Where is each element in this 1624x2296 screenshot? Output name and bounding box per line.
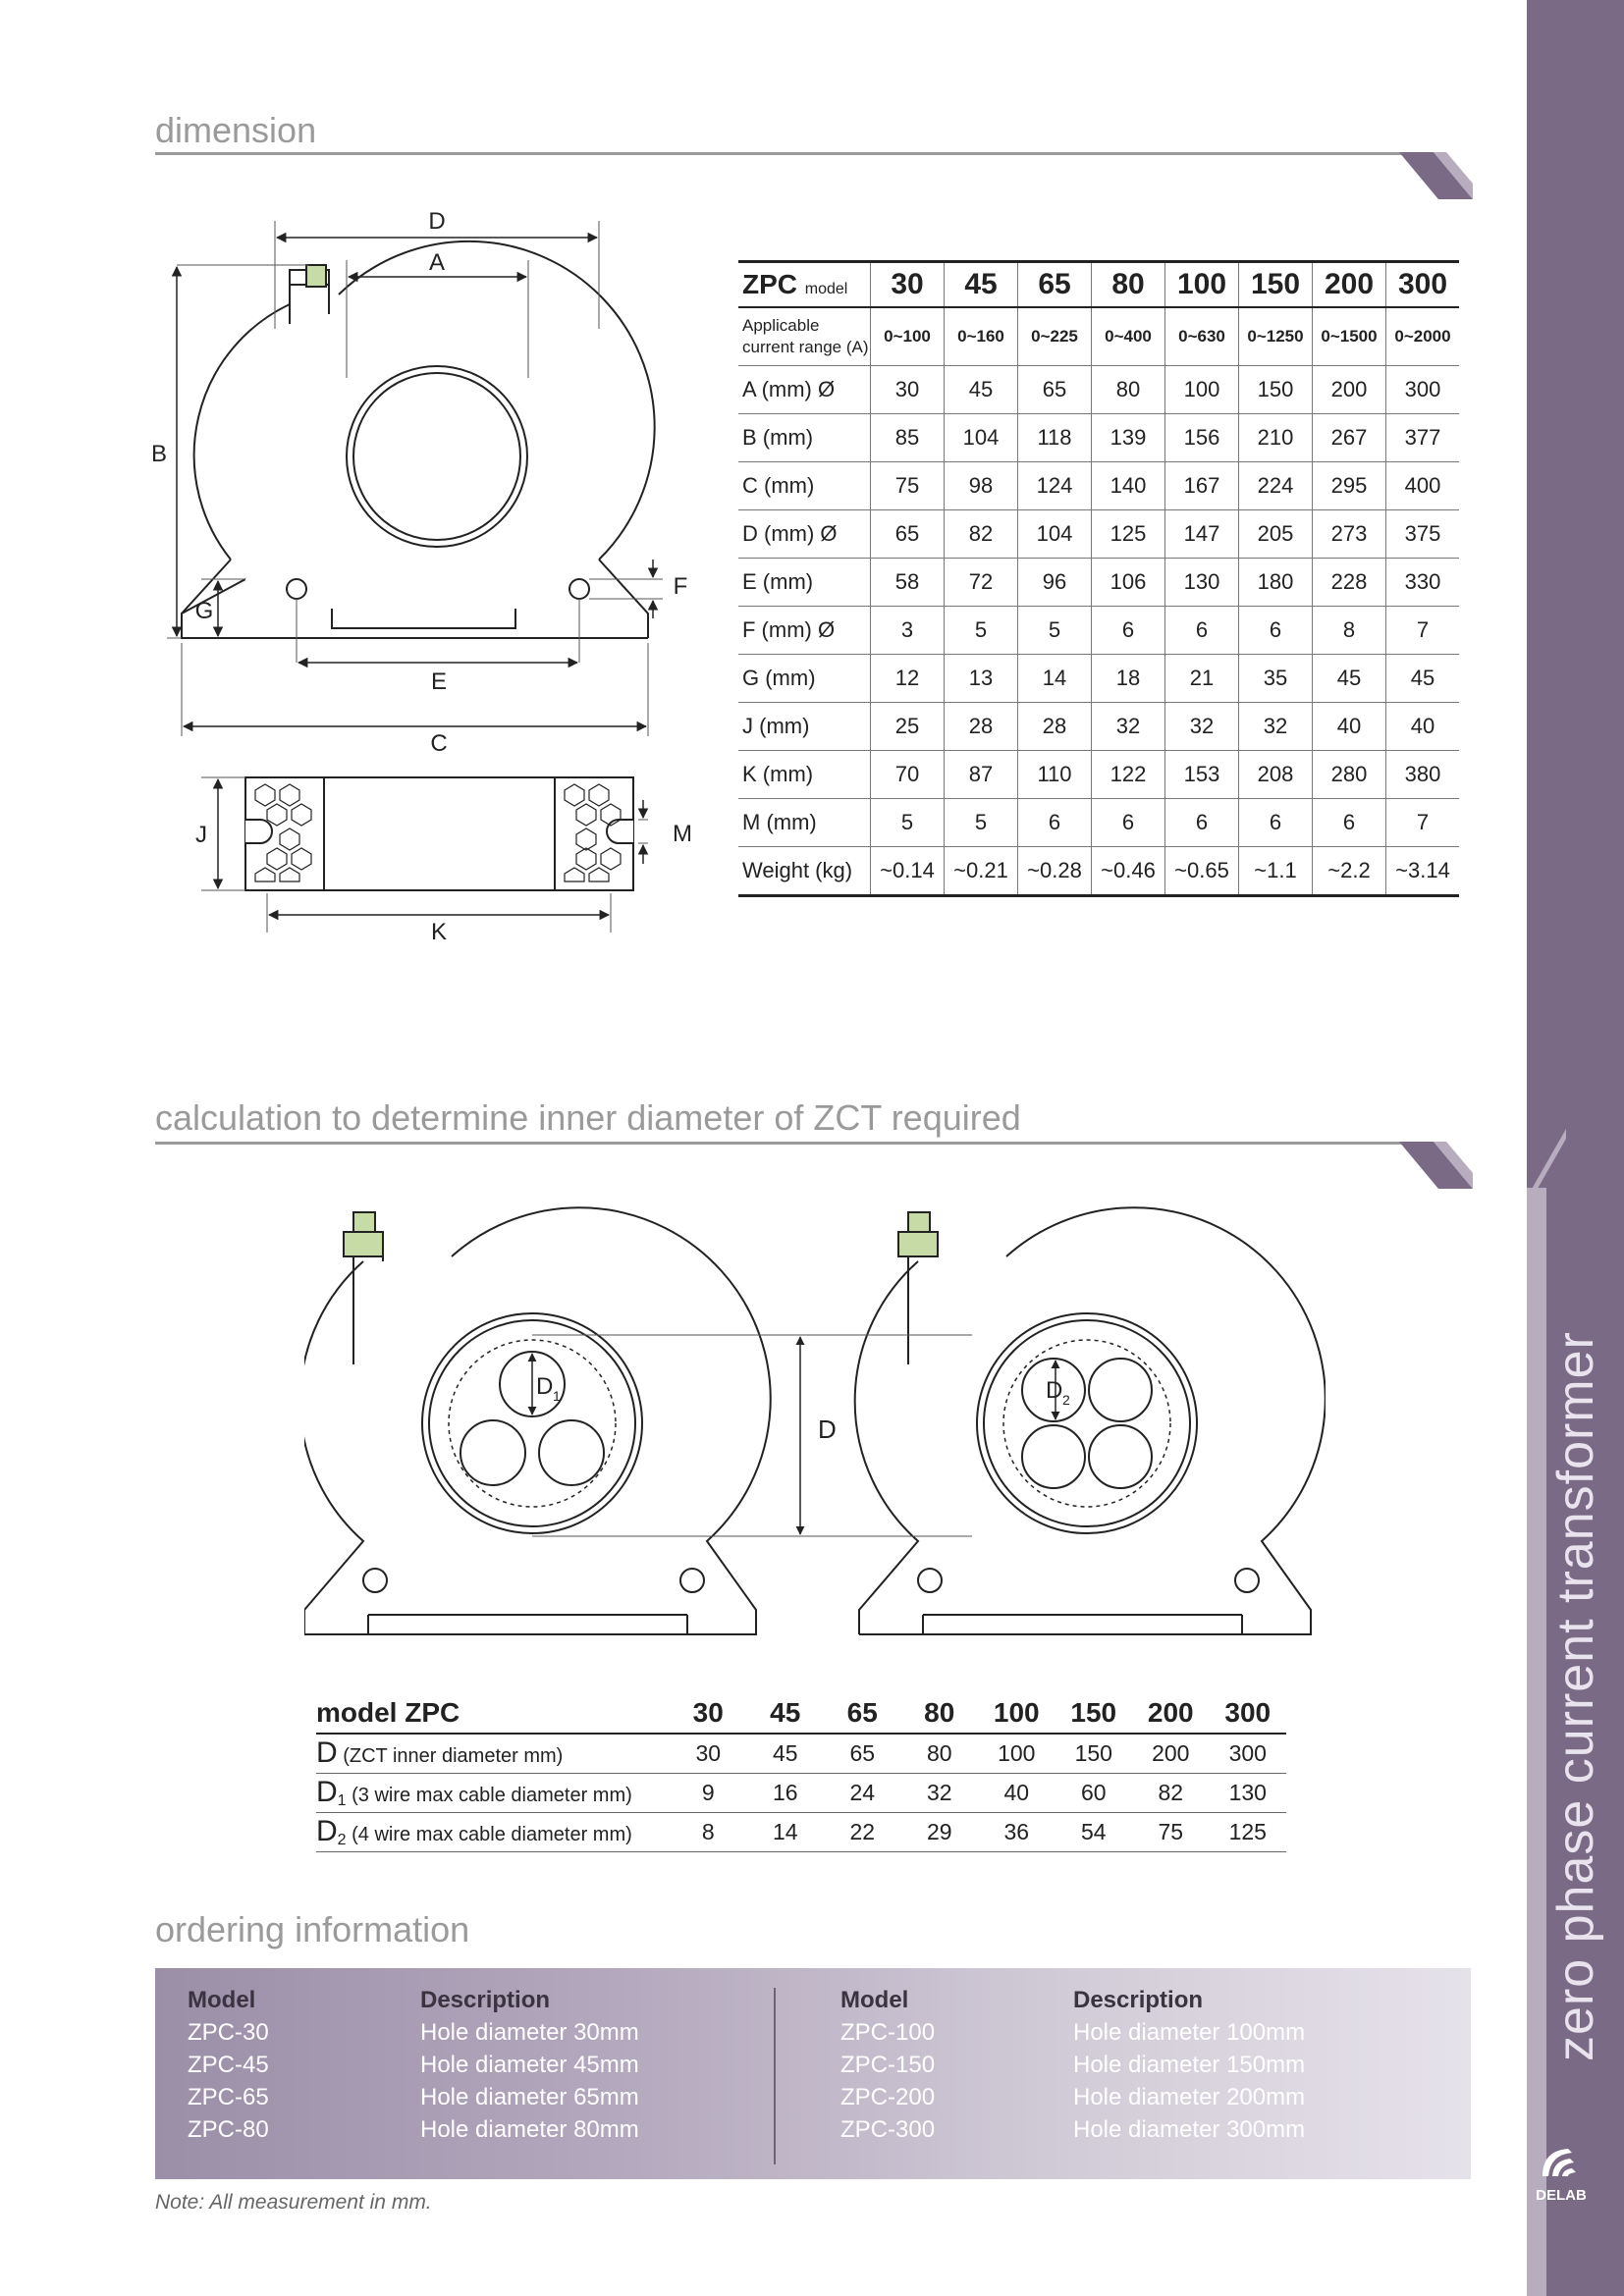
- table-cell: 267: [1313, 414, 1386, 462]
- table-cell: 273: [1313, 510, 1386, 559]
- table-cell: 30: [871, 366, 945, 414]
- table-cell: 22: [824, 1813, 901, 1852]
- terminal-block: [306, 265, 326, 287]
- dimension-drawing: [147, 206, 727, 952]
- ordering-description-header: Description: [420, 1987, 551, 2013]
- table-cell: 32: [1165, 703, 1239, 751]
- table-header-row: [738, 262, 1459, 308]
- table-cell: 280: [1313, 751, 1386, 799]
- table-cell: 140: [1092, 462, 1165, 510]
- vertical-title: zero phase current transformer: [1547, 1331, 1604, 2061]
- section-title-calculation: calculation to determine inner diameter of ZCT required: [155, 1097, 1021, 1138]
- dim-label-e: E: [430, 668, 448, 695]
- section-rule: [155, 1142, 1422, 1145]
- table-cell: 0~2000: [1386, 307, 1460, 366]
- table-row: [738, 751, 1459, 799]
- ordering-panel: [155, 1968, 1471, 2179]
- table-cell: 224: [1239, 462, 1313, 510]
- section-rule: [155, 152, 1422, 155]
- table-cell: 180: [1239, 559, 1313, 607]
- model-header-label: ZPC: [742, 269, 797, 299]
- model-header: 80: [1092, 262, 1165, 308]
- dimension-table: [738, 260, 1459, 897]
- table-cell: 300: [1210, 1734, 1287, 1774]
- row-symbol: D: [316, 1815, 338, 1847]
- calc-header-label: model ZPC: [316, 1693, 670, 1734]
- row-label: B (mm): [738, 414, 871, 462]
- table-cell: 13: [945, 655, 1018, 703]
- ordering-description: Hole diameter 100mm: [1073, 2019, 1306, 2046]
- model-header: 45: [747, 1693, 825, 1734]
- table-cell: 167: [1165, 462, 1239, 510]
- ordering-divider: [774, 1988, 776, 2164]
- table-row: [738, 847, 1459, 896]
- table-cell: 139: [1092, 414, 1165, 462]
- table-cell: 6: [1239, 799, 1313, 847]
- model-header: 45: [945, 262, 1018, 308]
- table-cell: 6: [1165, 799, 1239, 847]
- table-cell: 87: [945, 751, 1018, 799]
- row-symbol-subscript: 1: [337, 1792, 347, 1809]
- table-cell: 208: [1239, 751, 1313, 799]
- table-cell: 124: [1018, 462, 1092, 510]
- table-row: [316, 1774, 1286, 1813]
- ordering-description: Hole diameter 300mm: [1073, 2116, 1306, 2143]
- table-cell: 28: [945, 703, 1018, 751]
- table-cell: 0~630: [1165, 307, 1239, 366]
- ordering-description: Hole diameter 65mm: [420, 2084, 639, 2110]
- table-row: [738, 414, 1459, 462]
- table-row: [738, 799, 1459, 847]
- table-cell: 65: [824, 1734, 901, 1774]
- table-cell: 9: [670, 1774, 747, 1813]
- table-cell: 6: [1313, 799, 1386, 847]
- table-cell: 60: [1056, 1774, 1133, 1813]
- model-header: 65: [824, 1693, 901, 1734]
- table-cell: ~0.14: [871, 847, 945, 896]
- dim-label-k: K: [430, 919, 448, 945]
- row-description: (3 wire max cable diameter mm): [346, 1785, 632, 1806]
- logo-icon: [1539, 2145, 1584, 2180]
- table-cell: 380: [1386, 751, 1460, 799]
- table-cell: 6: [1018, 799, 1092, 847]
- ordering-model: ZPC-45: [188, 2052, 269, 2078]
- table-cell: 25: [871, 703, 945, 751]
- dim-label-d: D: [428, 208, 446, 235]
- table-cell: 40: [1386, 703, 1460, 751]
- table-cell: ~3.14: [1386, 847, 1460, 896]
- dim-label-g: G: [194, 598, 214, 624]
- table-cell: 205: [1239, 510, 1313, 559]
- terminal-block: [908, 1212, 930, 1234]
- table-row: [316, 1734, 1286, 1774]
- table-row: [738, 307, 1459, 366]
- table-cell: 130: [1165, 559, 1239, 607]
- table-cell: 6: [1165, 607, 1239, 655]
- table-cell: 0~100: [871, 307, 945, 366]
- terminal-block: [353, 1212, 375, 1234]
- ordering-description: Hole diameter 150mm: [1073, 2052, 1306, 2078]
- table-cell: ~0.46: [1092, 847, 1165, 896]
- table-cell: 118: [1018, 414, 1092, 462]
- table-cell: 200: [1313, 366, 1386, 414]
- table-cell: 150: [1239, 366, 1313, 414]
- table-cell: 5: [871, 799, 945, 847]
- dim-label-a: A: [428, 249, 446, 276]
- ordering-right-descriptions: [1073, 1984, 1305, 2146]
- table-cell: 75: [871, 462, 945, 510]
- table-cell: 100: [1165, 366, 1239, 414]
- table-cell: 210: [1239, 414, 1313, 462]
- row-label: [316, 1774, 670, 1813]
- dim-label-c: C: [430, 730, 448, 757]
- ordering-description-header: Description: [1073, 1987, 1204, 2013]
- row-label: F (mm) Ø: [738, 607, 871, 655]
- model-header: 65: [1018, 262, 1092, 308]
- table-cell: 24: [824, 1774, 901, 1813]
- ordering-description: Hole diameter 80mm: [420, 2116, 639, 2143]
- table-cell: 5: [945, 799, 1018, 847]
- table-cell: 130: [1210, 1774, 1287, 1813]
- ordering-model: ZPC-150: [840, 2052, 936, 2078]
- table-cell: 85: [871, 414, 945, 462]
- table-cell: 0~1500: [1313, 307, 1386, 366]
- model-header: 100: [1165, 262, 1239, 308]
- row-description: (4 wire max cable diameter mm): [346, 1824, 632, 1845]
- table-cell: 32: [1239, 703, 1313, 751]
- table-cell: 40: [978, 1774, 1056, 1813]
- table-cell: 45: [1313, 655, 1386, 703]
- ordering-left-descriptions: [420, 1984, 639, 2146]
- table-cell: 75: [1132, 1813, 1210, 1852]
- table-cell: 200: [1132, 1734, 1210, 1774]
- ordering-description: Hole diameter 200mm: [1073, 2084, 1306, 2110]
- model-header: 150: [1056, 1693, 1133, 1734]
- model-header-cell: [738, 262, 871, 308]
- section-rule-tab: [1399, 152, 1473, 201]
- section-rule-tab: [1399, 1142, 1473, 1191]
- table-cell: 12: [871, 655, 945, 703]
- model-header: 200: [1313, 262, 1386, 308]
- table-cell: 5: [945, 607, 1018, 655]
- dim-label-b: B: [150, 441, 168, 467]
- delab-logo: [1530, 2145, 1593, 2204]
- calculation-table: [316, 1693, 1286, 1852]
- row-label: A (mm) Ø: [738, 366, 871, 414]
- table-row: [738, 462, 1459, 510]
- table-row: [738, 655, 1459, 703]
- section-title-dimension: dimension: [155, 110, 317, 150]
- table-row: [738, 559, 1459, 607]
- calculation-table-body: [316, 1734, 1286, 1852]
- table-cell: 0~225: [1018, 307, 1092, 366]
- table-cell: 6: [1092, 607, 1165, 655]
- table-cell: 150: [1056, 1734, 1133, 1774]
- table-cell: 65: [1018, 366, 1092, 414]
- model-header-suffix: model: [804, 281, 848, 297]
- table-cell: 110: [1018, 751, 1092, 799]
- table-cell: ~0.28: [1018, 847, 1092, 896]
- model-header: 100: [978, 1693, 1056, 1734]
- ordering-right-models: [840, 1984, 935, 2146]
- table-cell: 80: [1092, 366, 1165, 414]
- table-cell: 8: [1313, 607, 1386, 655]
- row-label: K (mm): [738, 751, 871, 799]
- table-cell: 377: [1386, 414, 1460, 462]
- table-cell: 21: [1165, 655, 1239, 703]
- model-header: 30: [871, 262, 945, 308]
- table-row: [738, 366, 1459, 414]
- ordering-model: ZPC-100: [840, 2019, 936, 2046]
- row-label: E (mm): [738, 559, 871, 607]
- table-cell: ~1.1: [1239, 847, 1313, 896]
- ordering-model: ZPC-80: [188, 2116, 269, 2143]
- ordering-model: ZPC-30: [188, 2019, 269, 2046]
- table-cell: 7: [1386, 799, 1460, 847]
- ordering-description: Hole diameter 45mm: [420, 2052, 639, 2078]
- row-label: G (mm): [738, 655, 871, 703]
- table-cell: 100: [978, 1734, 1056, 1774]
- table-cell: 156: [1165, 414, 1239, 462]
- calc-label-d1: D: [536, 1373, 554, 1400]
- table-cell: 0~1250: [1239, 307, 1313, 366]
- table-cell: 8: [670, 1813, 747, 1852]
- table-cell: 35: [1239, 655, 1313, 703]
- model-header: 30: [670, 1693, 747, 1734]
- model-header: 300: [1386, 262, 1460, 308]
- table-cell: 125: [1092, 510, 1165, 559]
- dimension-table-body: [738, 307, 1459, 896]
- row-label: J (mm): [738, 703, 871, 751]
- table-cell: 106: [1092, 559, 1165, 607]
- table-cell: 153: [1165, 751, 1239, 799]
- row-symbol: D: [316, 1776, 338, 1808]
- table-cell: 18: [1092, 655, 1165, 703]
- table-cell: 125: [1210, 1813, 1287, 1852]
- table-cell: 400: [1386, 462, 1460, 510]
- table-cell: 295: [1313, 462, 1386, 510]
- table-cell: 16: [747, 1774, 825, 1813]
- model-header: 200: [1132, 1693, 1210, 1734]
- table-cell: 65: [871, 510, 945, 559]
- table-cell: 45: [747, 1734, 825, 1774]
- calc-label-d2-sub: 2: [1062, 1392, 1070, 1408]
- ordering-model: ZPC-300: [840, 2116, 936, 2143]
- table-cell: 98: [945, 462, 1018, 510]
- ordering-description: Hole diameter 30mm: [420, 2019, 639, 2046]
- ordering-model: ZPC-65: [188, 2084, 269, 2110]
- table-cell: 58: [871, 559, 945, 607]
- table-cell: 54: [1056, 1813, 1133, 1852]
- table-cell: 30: [670, 1734, 747, 1774]
- table-cell: 0~400: [1092, 307, 1165, 366]
- calculation-drawing: [304, 1202, 1326, 1644]
- logo-text: DELAB: [1536, 2187, 1587, 2204]
- table-row: [738, 607, 1459, 655]
- table-cell: 14: [747, 1813, 825, 1852]
- ordering-model-header: Model: [840, 1987, 909, 2013]
- table-cell: 28: [1018, 703, 1092, 751]
- table-cell: 0~160: [945, 307, 1018, 366]
- table-cell: 45: [945, 366, 1018, 414]
- row-symbol: D: [316, 1736, 338, 1769]
- row-label: C (mm): [738, 462, 871, 510]
- table-row: [738, 703, 1459, 751]
- measurement-note: Note: All measurement in mm.: [155, 2191, 432, 2214]
- model-header: 80: [901, 1693, 979, 1734]
- table-cell: 300: [1386, 366, 1460, 414]
- section-title-ordering: ordering information: [155, 1909, 470, 1949]
- row-label: D (mm) Ø: [738, 510, 871, 559]
- row-label: Applicable current range (A): [738, 307, 871, 366]
- row-label: Weight (kg): [738, 847, 871, 896]
- table-cell: 104: [945, 414, 1018, 462]
- row-label: M (mm): [738, 799, 871, 847]
- model-header: 150: [1239, 262, 1313, 308]
- row-label: [316, 1813, 670, 1852]
- calc-label-d2: D: [1046, 1377, 1063, 1404]
- table-cell: 36: [978, 1813, 1056, 1852]
- table-row: [738, 510, 1459, 559]
- table-cell: 32: [901, 1774, 979, 1813]
- table-cell: 82: [945, 510, 1018, 559]
- calc-label-d1-sub: 1: [553, 1388, 561, 1404]
- table-cell: 32: [1092, 703, 1165, 751]
- model-header: 300: [1210, 1693, 1287, 1734]
- table-cell: 228: [1313, 559, 1386, 607]
- calc-label-d: D: [818, 1415, 837, 1444]
- table-cell: 375: [1386, 510, 1460, 559]
- table-cell: 147: [1165, 510, 1239, 559]
- table-cell: 80: [901, 1734, 979, 1774]
- table-cell: 104: [1018, 510, 1092, 559]
- dim-label-f: F: [673, 573, 688, 600]
- table-cell: 45: [1386, 655, 1460, 703]
- table-cell: 96: [1018, 559, 1092, 607]
- dim-label-m: M: [673, 821, 692, 847]
- table-cell: ~2.2: [1313, 847, 1386, 896]
- row-symbol-subscript: 2: [337, 1832, 347, 1848]
- table-cell: 6: [1239, 607, 1313, 655]
- row-label: [316, 1734, 670, 1774]
- table-cell: 3: [871, 607, 945, 655]
- table-cell: ~0.21: [945, 847, 1018, 896]
- table-cell: 40: [1313, 703, 1386, 751]
- table-row: [316, 1813, 1286, 1852]
- table-cell: 72: [945, 559, 1018, 607]
- table-cell: ~0.65: [1165, 847, 1239, 896]
- table-cell: 5: [1018, 607, 1092, 655]
- table-cell: 6: [1092, 799, 1165, 847]
- table-cell: 29: [901, 1813, 979, 1852]
- ordering-left-models: [188, 1984, 269, 2146]
- dim-label-j: J: [195, 822, 207, 848]
- table-header-row: [316, 1693, 1286, 1734]
- table-cell: 70: [871, 751, 945, 799]
- table-cell: 330: [1386, 559, 1460, 607]
- row-description: (ZCT inner diameter mm): [337, 1745, 564, 1767]
- table-cell: 14: [1018, 655, 1092, 703]
- ordering-model-header: Model: [188, 1987, 256, 2013]
- table-cell: 82: [1132, 1774, 1210, 1813]
- sidebar-accent: [1527, 1188, 1546, 2296]
- table-cell: 122: [1092, 751, 1165, 799]
- ordering-model: ZPC-200: [840, 2084, 936, 2110]
- table-cell: 7: [1386, 607, 1460, 655]
